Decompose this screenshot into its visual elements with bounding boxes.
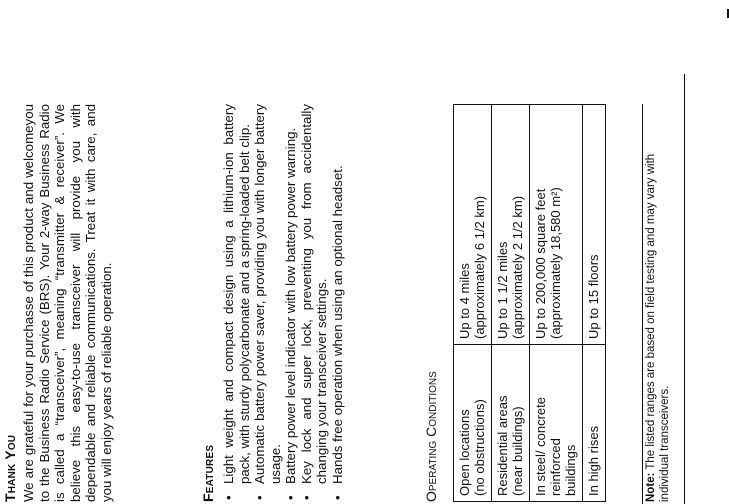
location-line: In steel/ concrete reinforced	[533, 397, 563, 496]
note-text: The listed ranges are based on field testing and may vary with individual transceivers.	[645, 153, 671, 502]
range-line: Up to 200,000 square feet	[533, 188, 548, 339]
operating-conditions-heading: Operating Conditions	[423, 371, 439, 502]
table-row	[530, 105, 583, 502]
note-divider	[642, 104, 643, 504]
thank-you-text: We are grateful for your purchasse of this product and welcomeyou to the Business Radio Service (BRS). Your 2-way Business Radio is called a “transceiver”, meaning “transmitter & receiver”. We believe this easy-to-use transceiver will provide you with dependable and reliable communications. Treat it with care, and you will enjoy years of reliable operation.	[21, 104, 114, 502]
features-list	[221, 104, 345, 502]
feature-item: • Automatic battery power saver, providing you with longer battery usage.	[252, 104, 283, 502]
range-line: Up to 15 floors	[586, 254, 601, 339]
note-label: Note:	[645, 472, 657, 502]
feature-item: • Battery power level indicator with low battery power warning.	[283, 104, 299, 502]
location-cell	[530, 345, 583, 502]
table-row	[583, 105, 606, 502]
thank-you-heading: Thank You	[2, 434, 18, 502]
location-line: Open locations	[457, 409, 472, 496]
range-line: (approximately 18,580 m²)	[548, 187, 563, 339]
range-line: Up to 1 1/2 miles	[495, 241, 510, 339]
location-line: (near buildings)	[510, 406, 525, 496]
location-line: In high rises	[586, 425, 601, 496]
location-cell	[492, 345, 530, 502]
range-line: (approximately 2 1/2 km)	[510, 195, 525, 339]
location-line: (no obstructions)	[472, 399, 487, 496]
range-line: Up to 4 miles	[457, 263, 472, 339]
feature-item: • Hands free operation when using an optional headset.	[330, 104, 346, 502]
range-cell	[492, 105, 530, 345]
location-cell	[454, 345, 492, 502]
feature-item: • Light weight and compact design using a lithium-ion battery pack, with sturdy polycarbonate and a spring-loaded belt clip.	[221, 104, 252, 502]
page-divider	[684, 74, 685, 504]
table-row	[492, 105, 530, 502]
range-cell	[530, 105, 583, 345]
range-cell	[454, 105, 492, 345]
feature-item: • Key lock and super lock, preventing you from accidentally changing your transceiver settings.	[299, 104, 330, 502]
range-cell	[583, 105, 606, 345]
location-line: buildings	[563, 444, 578, 496]
features-heading: Features	[200, 444, 216, 502]
thank-you-paragraph	[21, 104, 114, 502]
location-line: Residential areas	[495, 395, 510, 496]
note	[645, 104, 672, 502]
location-cell	[583, 345, 606, 502]
table-row	[454, 105, 492, 502]
operating-conditions-table	[453, 104, 606, 502]
range-line: (approximately 6 1/2 km)	[472, 195, 487, 339]
